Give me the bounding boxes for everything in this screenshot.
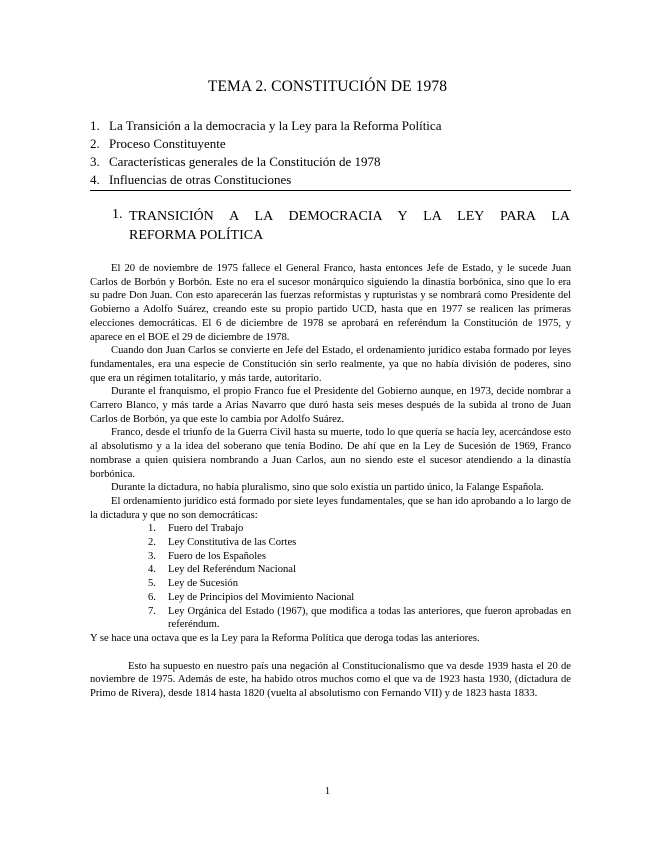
toc-item [90, 117, 575, 135]
list-item [148, 591, 571, 605]
list-item-text: Fuero del Trabajo [168, 523, 244, 535]
list-item [148, 536, 571, 550]
list-item-number: 6. [148, 591, 156, 603]
page-number: 1 [324, 786, 331, 797]
section-title [129, 207, 570, 245]
list-item [148, 605, 571, 632]
list-item-number: 3. [148, 550, 156, 562]
fundamental-laws-list [90, 522, 571, 632]
list-item-text: Fuero de los Españoles [168, 550, 266, 562]
toc-item-number: 3. [90, 154, 100, 169]
horizontal-divider [90, 190, 571, 191]
list-item [148, 550, 571, 564]
paragraph-gap [90, 646, 571, 660]
closing-line: Y se hace una octava que es la Ley para la Reforma Política que deroga todas las anteriores. [90, 632, 480, 644]
toc-item [90, 135, 575, 153]
toc-item-text: Características generales de la Constitución de 1978 [109, 154, 381, 169]
toc-item-number: 1. [90, 118, 100, 133]
list-item-number: 4. [148, 564, 156, 576]
toc-item-text: La Transición a la democracia y la Ley para la Reforma Política [109, 118, 442, 133]
paragraph: Durante la dictadura, no había pluralismo, sino que solo existía un partido único, la Falange Española. [111, 482, 544, 494]
list-item-text: Ley Orgánica del Estado (1967), que modifica a todas las anteriores, que fueron aprobadas en referéndum. [168, 605, 571, 631]
toc-item-text: Influencias de otras Constituciones [109, 172, 292, 187]
list-item-text: Ley de Principios del Movimiento Nacional [168, 591, 355, 603]
section-heading [112, 207, 570, 245]
paragraph: Durante el franquismo, el propio Franco fue el Presidente del Gobierno aunque, en 1973, decide nombrar a Carrero Blanco, y más tarde a Arias Navarro que duró hasta seis meses después de la subida al trono de Juan Carlos de Borbón, ya que este lo cambia por Adolfo Suárez. [90, 386, 571, 425]
paragraph: Franco, desde el triunfo de la Guerra Civil hasta su muerte, todo lo que quería se hacía ley, acercándose esto al absolutismo y a la idea del soberano que tenía Bodino. De ahí que en la Ley de Sucesión de 1969, Franco nombrase a quien quisiera nombrando a Juan Carlos, aun no siendo este el sucesor atendiendo a la dinastía borbónica. [90, 427, 571, 480]
toc-item [90, 153, 575, 171]
list-item [148, 522, 571, 536]
table-of-contents [90, 117, 575, 189]
toc-item-text: Proceso Constituyente [109, 136, 226, 151]
list-item [148, 577, 571, 591]
list-item-number: 2. [148, 537, 156, 549]
paragraph: El 20 de noviembre de 1975 fallece el General Franco, hasta entonces Jefe de Estado, y le sucede Juan Carlos de Borbón y Borbón. Este no era el sucesor monárquico siguiendo la dinastía borbónica, sino que lo era su padre Don Juan. Con esto aparecerán las fuerzas reformistas y rupturistas y se nombrará como Presidente del Gobierno a Adolfo Suárez, creando este su propio partido UCD, hasta que en 1977 se realicen las primeras elecciones democráticas. El 6 de diciembre de 1978 se aprobará en referéndum la Constitución de 1975, y aparece en el BOE el 29 de diciembre de 1978. [90, 263, 571, 343]
list-item-text: Ley Constitutiva de las Cortes [168, 537, 297, 549]
list-item [148, 563, 571, 577]
list-item-text: Ley del Referéndum Nacional [168, 564, 296, 576]
list-item-number: 7. [148, 605, 156, 617]
page-title: TEMA 2. CONSTITUCIÓN DE 1978 [207, 78, 448, 95]
list-item-number: 1. [148, 523, 156, 535]
list-item-text: Ley de Sucesión [168, 578, 239, 590]
toc-item-number: 2. [90, 136, 100, 151]
section-number: 1. [112, 207, 123, 222]
list-item-number: 5. [148, 578, 156, 590]
body-text [90, 262, 571, 701]
section-title-line-2: REFORMA POLÍTICA [129, 228, 264, 243]
paragraph: Cuando don Juan Carlos se convierte en Jefe del Estado, el ordenamiento jurídico estaba formado por leyes fundamentales, era una especie de Constitución sin serlo realmente, ya que no había división de poderes, sino que era un régimen totalitario, y más tarde, autoritario. [90, 345, 571, 384]
paragraph: El ordenamiento jurídico está formado por siete leyes fundamentales, que se han ido aprobando a lo largo de la dictadura y que no son democráticas: [90, 495, 571, 521]
toc-item-number: 4. [90, 172, 100, 187]
toc-item [90, 171, 575, 189]
final-paragraph: Esto ha supuesto en nuestro país una negación al Constitucionalismo que va desde 1939 hasta el 20 de noviembre de 1975. Además de este, ha habido otros muchos como el que va de 1923 hasta 1930, (dictadura de Primo de Rivera), desde 1814 hasta 1820 (vuelta al absolutismo con Fernando VII) y de 1823 hasta 1833. [90, 660, 571, 700]
section-title-line-1: TRANSICIÓN A LA DEMOCRACIA Y LA LEY PARA LA [129, 209, 570, 224]
